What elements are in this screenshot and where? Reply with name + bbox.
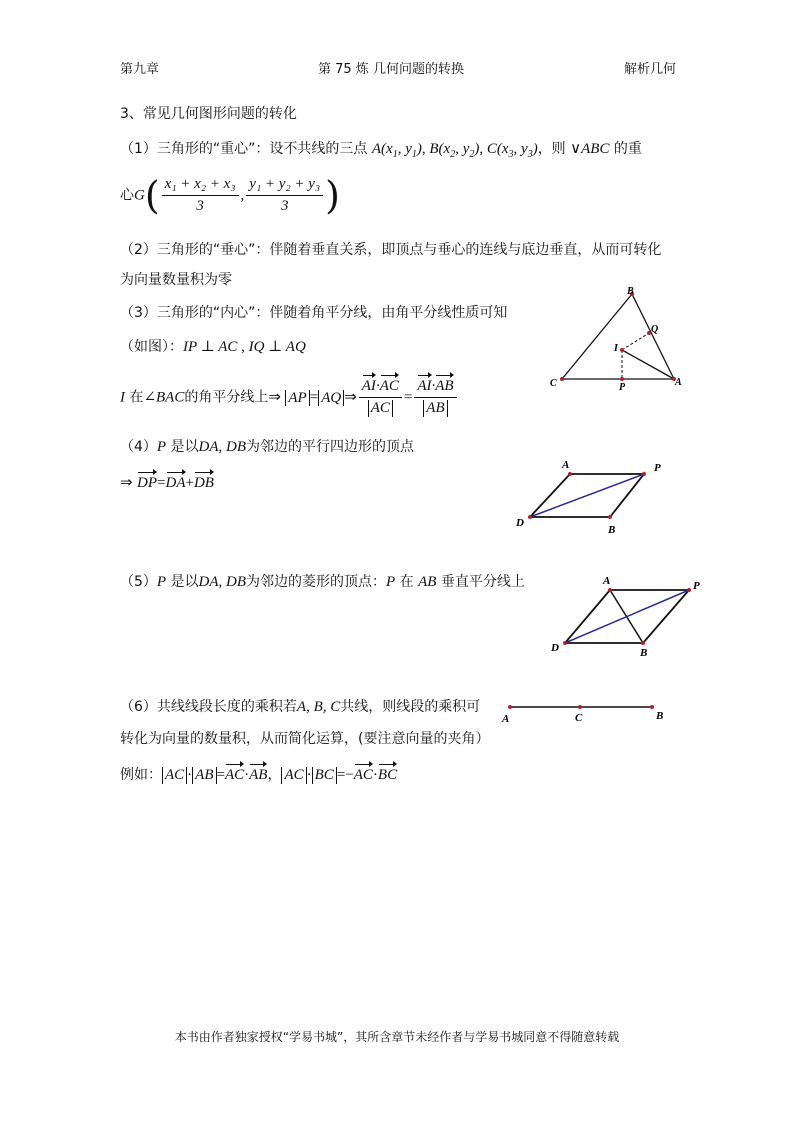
centroid-then: ，则 (537, 141, 566, 157)
label-I: I (614, 343, 618, 354)
abs-ac: AC (368, 400, 393, 417)
line-label-A: A (502, 713, 510, 725)
collinear-figure (495, 695, 675, 731)
incenter-line-2 (120, 336, 306, 356)
para-label-A: A (562, 459, 570, 471)
centroid-lead: （1）三角形的“重心”：设不共线的三点 (120, 141, 368, 157)
incenter-line-1: （3）三角形的“内心”：伴随着角平分线，由角平分线性质可知 (120, 305, 508, 321)
parallelogram-line-1: （4）P 是以DA, DB为邻边的平行四边形的顶点 (120, 439, 415, 455)
section-title: 3、常见几何图形问题的转化 (120, 106, 297, 122)
vec-ab-1: AB (435, 378, 454, 394)
centroid-frac-y (246, 176, 323, 215)
frac-ai-ab (414, 378, 456, 417)
vec-ac-1: AC (379, 378, 399, 394)
centroid-prefix: 心 (120, 187, 134, 204)
centroid-triangle: ∨ABC (570, 141, 610, 157)
incenter-I: I (120, 389, 125, 406)
vec-db: DB (193, 475, 214, 491)
left-paren: ( (144, 173, 160, 218)
rhombus-label-D: D (551, 642, 559, 654)
para-P: P (156, 439, 167, 455)
para-label-B: B (608, 524, 616, 536)
right-paren: ) (325, 173, 340, 218)
rhombus-ab: AB (418, 574, 437, 590)
parallelogram-figure (510, 455, 680, 537)
para-label-D: D (516, 517, 524, 529)
collinear-example: 例如： AC · AB =AC·AB， AC · BC =−AC·BC (120, 767, 398, 783)
incenter-arrow-2: ⇒ (344, 389, 357, 406)
frac-num-1: AI·AC (359, 378, 402, 398)
incenter-line-3 (120, 378, 459, 417)
header-title: 第 75 炼 几何问题的转换 (318, 62, 464, 77)
vec-da: DA (165, 475, 186, 491)
abs-ab: AB (423, 400, 447, 417)
rhombus-label-B: B (640, 647, 648, 659)
line-label-C: C (575, 712, 583, 724)
abs-aq: AQ (318, 390, 344, 407)
label-A: A (675, 377, 682, 388)
parallelogram-formula: ⇒ DP=DA+DB (120, 475, 214, 491)
line-label-B: B (656, 710, 664, 722)
abs-ap: AP (285, 390, 309, 407)
incenter-angle: ∠BAC (143, 389, 185, 406)
rhombus-figure (545, 570, 715, 662)
centroid-num-y: y₁ + y₂ + y₃ (246, 176, 323, 196)
rhombus-label-P: P (693, 580, 700, 592)
footer-notice: 本书由作者独家授权“学易书城”，其所含章节未经作者与学易书城同意不得随意转载 (174, 1030, 620, 1044)
rhombus-label-A: A (603, 575, 611, 587)
centroid-points: $A(x_1$, $y_1$), $B(x_2$, $y_2$), $C(x_3$, $y_3$) (371, 141, 538, 160)
centroid-formula: 心G( $\frac{\text{x₁ + x₂ + x₃}}{3}$ , $\frac{\text{y₁ + y₂ + y₃}}{3}$ ) (120, 173, 340, 218)
incenter-text2: 的角平分线上 (184, 389, 269, 406)
incenter-arrow-1: ⇒ (268, 389, 281, 406)
centroid-frac-x (162, 176, 239, 215)
incenter-figure (540, 282, 700, 398)
para-label-P: P (654, 462, 661, 474)
frac-ai-ac (359, 378, 402, 417)
label-C: C (550, 378, 557, 389)
vec-ai-2: AI (417, 378, 432, 394)
incenter-perp: IP ⊥ AC , IQ ⊥ AQ (183, 339, 306, 355)
vec-ai-1: AI (361, 378, 376, 394)
rhombus-line-1: （5）P 是以DA, DB为邻边的菱形的顶点：P 在 AB 垂直平分线上 (120, 574, 525, 590)
collinear-points: A, B, C (296, 699, 341, 715)
collinear-line-2: 转化为向量的数量积，从而简化运算，(要注意向量的夹角） (120, 731, 490, 747)
collinear-line-1: （6）共线线段长度的乘积若A, B, C共线，则线段的乘积可 (120, 699, 481, 715)
centroid-den-x: 3 (196, 198, 204, 214)
label-B: B (627, 286, 634, 297)
centroid-tail: 的重 (613, 141, 642, 157)
eq-1: = (309, 389, 319, 406)
orthocenter-line-2: 为向量数量积为零 (120, 272, 232, 288)
orthocenter-line-1: （2）三角形的“垂心”：伴随着垂直关系，即顶点与垂心的连线与底边垂直，从而可转化 (120, 242, 662, 258)
centroid-point: G (134, 187, 145, 204)
centroid-line-1 (120, 138, 642, 160)
label-P: P (619, 382, 626, 393)
incenter-text1: 在 (129, 389, 144, 406)
eq-2: = (403, 389, 413, 406)
label-Q: Q (651, 324, 659, 335)
header-subject: 解析几何 (624, 62, 677, 77)
vec-dp: DP (137, 475, 158, 491)
frac-num-2: AI·AB (414, 378, 456, 398)
centroid-den-y: 3 (280, 198, 289, 214)
incenter-prefix: （如图）： (120, 339, 183, 355)
centroid-num-x: x₁ + x₂ + x₃ (162, 176, 239, 196)
header-chapter: 第九章 (120, 62, 160, 77)
para-sides: DA, DB (198, 439, 247, 455)
